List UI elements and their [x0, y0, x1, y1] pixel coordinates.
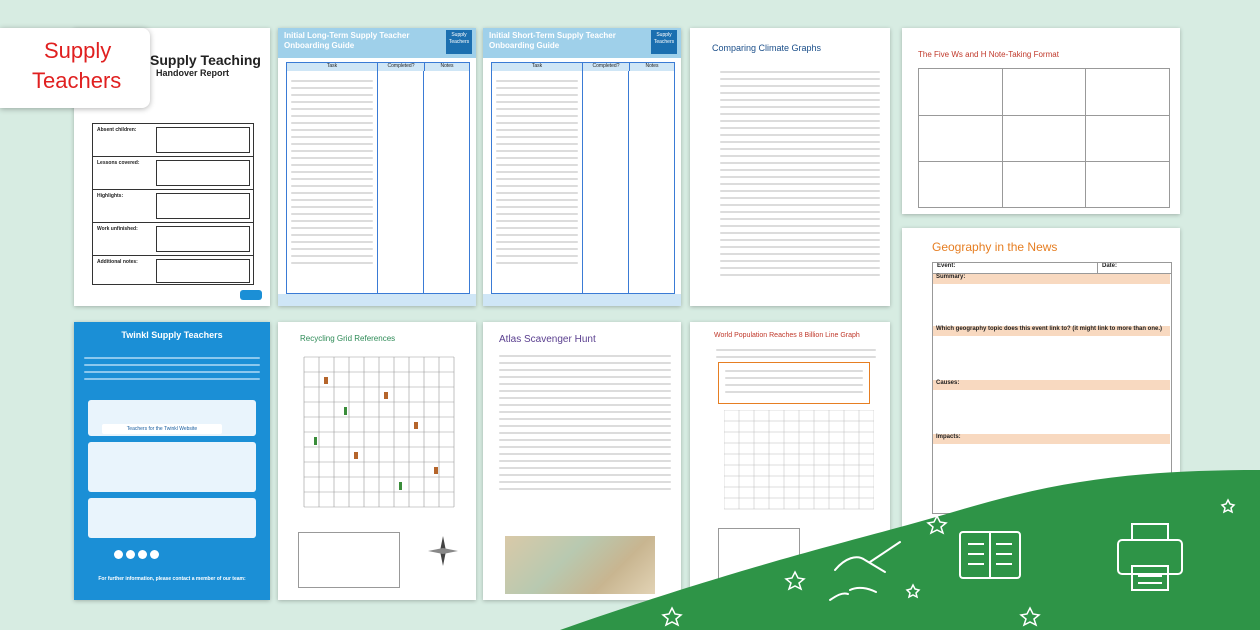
printer-icon: [1118, 524, 1182, 590]
short-term-guide-card[interactable]: [483, 28, 681, 306]
atlas-hunt-card[interactable]: [483, 322, 681, 600]
long-term-guide-card[interactable]: [278, 28, 476, 306]
supply-teachers-badge: Supply Teachers: [651, 30, 677, 54]
five-ws-card[interactable]: [902, 28, 1180, 214]
handover-subtitle: Handover Report: [156, 68, 230, 78]
handover-grid: [92, 123, 254, 285]
climate-title: Comparing Climate Graphs: [712, 43, 822, 53]
twinkl-cta[interactable]: Teachers for the Twinkl Website: [102, 424, 222, 434]
short-term-table: Task Completed? Notes: [491, 62, 675, 294]
twinkl-title: Twinkl Supply Teachers: [121, 330, 223, 340]
short-term-title: Initial Short-Term Supply Teacher Onboarding Guide: [489, 31, 616, 50]
twinkl-footer: For further information, please contact a member of our team:: [98, 576, 246, 582]
population-graph-card[interactable]: [690, 322, 890, 600]
climate-graphs-card[interactable]: [690, 28, 890, 306]
empty-graph-grid: [724, 410, 874, 520]
long-term-table: Task Completed? Notes: [286, 62, 470, 294]
long-term-title: Initial Long-Term Supply Teacher Onboarding Guide: [284, 31, 410, 50]
supply-teachers-badge: Supply Teachers: [446, 30, 472, 54]
supply-teachers-label: [0, 28, 150, 108]
handover-row: Additional notes:: [93, 256, 253, 286]
long-term-header: [278, 28, 476, 58]
handover-row: Highlights:: [93, 190, 253, 223]
handover-row: Absent children:: [93, 124, 253, 157]
atlas-map-photo: [505, 536, 655, 594]
recycling-title: Recycling Grid References: [300, 334, 396, 343]
population-title: World Population Reaches 8 Billion Line Graph: [714, 332, 860, 339]
brand-line-2: Teachers: [32, 68, 122, 93]
compass-icon: [428, 536, 458, 566]
twinkl-logo: [240, 290, 262, 300]
grid-chart: [294, 352, 464, 522]
short-term-header: [483, 28, 681, 58]
atlas-title: Atlas Scavenger Hunt: [499, 334, 596, 345]
social-icons: [114, 550, 159, 559]
notebook-icon: [960, 532, 1020, 578]
handover-row: Lessons covered:: [93, 157, 253, 190]
five-ws-title: The Five Ws and H Note-Taking Format: [918, 50, 1059, 59]
handover-title: Supply Teaching: [150, 52, 261, 68]
handover-row: Work unfinished:: [93, 223, 253, 256]
geography-news-card[interactable]: Geography in the News Event: Date: Summary: Which geography topic does this event link to? (it might link to more than one.) Causes: Impacts:: [902, 228, 1180, 528]
brand-line-1: Supply: [44, 38, 112, 63]
recycling-grid-card[interactable]: [278, 322, 476, 600]
twinkl-poster-card[interactable]: [74, 322, 270, 600]
news-title: Geography in the News: [932, 240, 1058, 254]
